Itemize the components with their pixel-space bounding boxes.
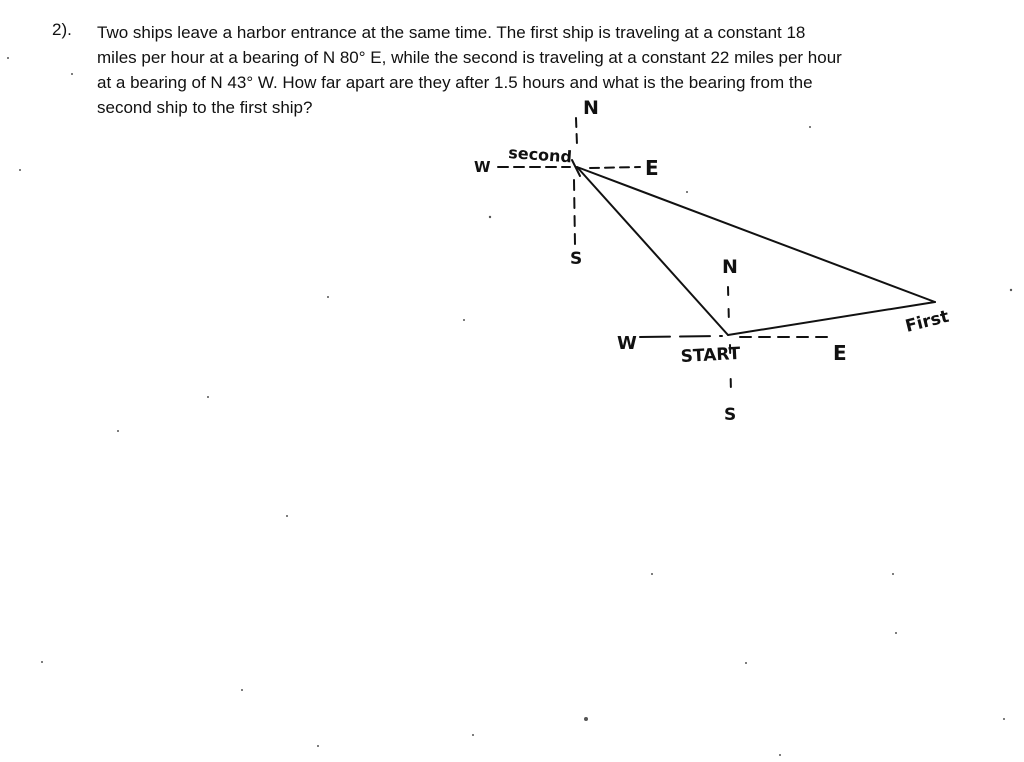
start-east-label: E: [833, 341, 847, 365]
start-compass: [640, 287, 830, 394]
ship-triangle: [577, 167, 935, 335]
start-west-label: W: [617, 333, 637, 354]
second-point-label: second: [507, 143, 573, 167]
second-ship-compass: [498, 118, 640, 245]
start-south-label: S: [724, 405, 737, 425]
second-west-label: W: [474, 158, 491, 176]
second-compass-north-axis: [576, 118, 577, 145]
second-compass-south-axis: [574, 180, 575, 245]
second-compass-east-axis: [590, 167, 640, 168]
problem-line: at a bearing of N 43° W. How far apart are they after 1.5 hours and what is the bearing from the: [97, 73, 813, 92]
start-compass-north-axis: [728, 287, 729, 325]
second-south-label: S: [570, 249, 583, 269]
start-compass-west-axis: [640, 336, 722, 337]
problem-line: Two ships leave a harbor entrance at the same time. The first ship is traveling at a constant 18: [97, 23, 806, 42]
second-ship-path: [577, 167, 728, 335]
problem-line: miles per hour at a bearing of N 80° E, while the second is traveling at a constant 22 miles per hour: [97, 48, 842, 67]
second-north-label: N: [583, 97, 599, 119]
distance-between-ships: [577, 167, 935, 302]
problem-number: 2).: [52, 20, 72, 39]
start-north-label: N: [722, 256, 738, 278]
second-east-label: E: [645, 156, 659, 180]
problem-line: second ship to the first ship?: [97, 98, 313, 117]
start-point-label: START: [680, 343, 741, 367]
first-ship-label: First: [903, 306, 951, 337]
